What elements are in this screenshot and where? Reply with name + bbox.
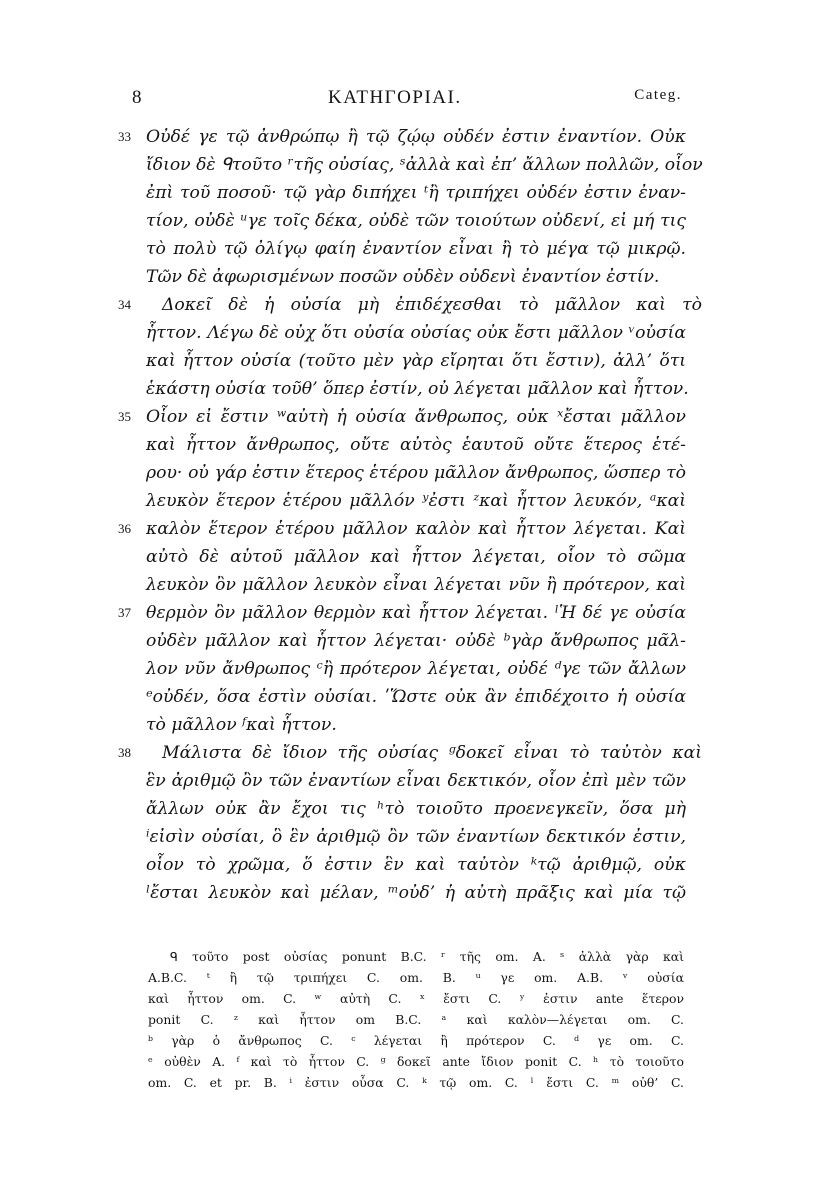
text-line: 34 Δοκεῖ δὲ ἡ οὐσία μὴ ἐπιδέχεσθαι τὸ μᾶλλον καὶ τὸ bbox=[118, 291, 702, 319]
footnote-line: ᑫ τοῦτο post οὐσίας ponunt B.C. ʳ τῆς om. A. ˢ ἀλλὰ γὰρ καὶ bbox=[170, 949, 684, 964]
text-line: ἧττον. Λέγω δὲ οὐχ ὅτι οὐσία οὐσίας οὐκ ἔστι μᾶλλον ᵛοὐσία bbox=[146, 323, 686, 343]
running-head bbox=[128, 87, 688, 113]
footnote-line: ᵇ γὰρ ὁ ἄνθρωπος C. ᶜ λέγεται ἢ πρότερον C. ᵈ γε om. C. bbox=[148, 1033, 684, 1048]
section-number: 35 bbox=[118, 409, 131, 424]
text-line: τίον, οὐδὲ ᵘγε τοῖς δέκα, οὐδὲ τῶν τοιούτων οὐδενί, εἰ μή τις bbox=[146, 211, 686, 231]
text-line: τὸ πολὺ τῷ ὀλίγῳ φαίη ἐναντίον εἶναι ἢ τὸ μέγα τῷ μικρῷ. bbox=[146, 239, 686, 259]
section-number: 33 bbox=[118, 129, 131, 144]
text-line: 36 καλὸν ἕτερον ἑτέρου μᾶλλον καλὸν καὶ ἧττον λέγεται. Καὶ bbox=[118, 515, 686, 543]
section-number: 37 bbox=[118, 605, 131, 620]
footnote-line: om. C. et pr. B. ⁱ ἐστιν οὖσα C. ᵏ τῷ om. C. ˡ ἔστι C. ᵐ οὐθ’ C. bbox=[148, 1075, 684, 1090]
text-line: καὶ ἧττον ἄνθρωπος, οὔτε αὐτὸς ἑαυτοῦ οὔτε ἕτερος ἑτέ- bbox=[146, 435, 686, 455]
text-line: αὐτὸ δὲ αὑτοῦ μᾶλλον καὶ ἧττον λέγεται, οἷον τὸ σῶμα bbox=[146, 547, 686, 567]
text-line: τὸ μᾶλλον ᶠκαὶ ἧττον. bbox=[146, 715, 337, 735]
footnote-line: ᵉ οὐθὲν A. ᶠ καὶ τὸ ἧττον C. ᵍ δοκεῖ ante ἴδιον ponit C. ʰ τὸ τοιοῦτο bbox=[148, 1054, 684, 1069]
text-line: ἄλλων οὐκ ἂν ἔχοι τις ʰτὸ τοιοῦτο προενεγκεῖν, ὅσα μὴ bbox=[146, 799, 686, 819]
text-line: λον νῦν ἄνθρωπος ᶜἢ πρότερον λέγεται, οὐδέ ᵈγε τῶν ἄλλων bbox=[146, 659, 686, 679]
text-line: καὶ ἧττον οὐσία (τοῦτο μὲν γὰρ εἴρηται ὅτι ἔστιν), ἀλλ’ ὅτι bbox=[146, 351, 686, 371]
text-line: ἑκάστη οὐσία τοῦθ’ ὅπερ ἐστίν, οὐ λέγεται μᾶλλον καὶ ἧττον. bbox=[146, 379, 689, 399]
text-line: οὐδὲν μᾶλλον καὶ ἧττον λέγεται· οὐδὲ ᵇγὰρ ἄνθρωπος μᾶλ- bbox=[146, 631, 686, 651]
text-line: ˡἔσται λευκὸν καὶ μέλαν, ᵐοὐδ’ ἡ αὐτὴ πρᾶξις καὶ μία τῷ bbox=[146, 883, 686, 903]
running-title: ΚΑΤΗΓΟΡΙΑΙ. bbox=[328, 87, 462, 108]
text-line: ἐπὶ τοῦ ποσοῦ· τῷ γὰρ διπήχει ᵗἢ τριπήχει οὐδέν ἐστιν ἐναν- bbox=[146, 183, 686, 203]
running-abbrev: Categ. bbox=[634, 87, 682, 103]
critical-apparatus bbox=[148, 946, 684, 1093]
text-line: λευκὸν ὂν μᾶλλον λευκὸν εἶναι λέγεται νῦν ἢ πρότερον, καὶ bbox=[146, 575, 686, 595]
text-line: 37 θερμὸν ὂν μᾶλλον θερμὸν καὶ ἧττον λέγεται. ˡἩ δέ γε οὐσία bbox=[118, 599, 686, 627]
text-line: Τῶν δὲ ἀφωρισμένων ποσῶν οὐδὲν οὐδενὶ ἐναντίον ἐστίν. bbox=[146, 267, 660, 287]
section-number: 34 bbox=[118, 297, 131, 312]
footnote-line: καὶ ἧττον om. C. ʷ αὐτὴ C. ˣ ἔστι C. ʸ ἐστιν ante ἕτερον bbox=[148, 991, 684, 1006]
main-text bbox=[118, 123, 703, 907]
text-line: ἓν ἀριθμῷ ὂν τῶν ἐναντίων εἶναι δεκτικόν, οἷον ἐπὶ μὲν τῶν bbox=[146, 771, 686, 791]
text-line: 38 Μάλιστα δὲ ἴδιον τῆς οὐσίας ᵍδοκεῖ εἶναι τὸ ταὐτὸν καὶ bbox=[118, 739, 702, 767]
page-number: 8 bbox=[132, 87, 142, 108]
text-line: 33 Οὐδέ γε τῷ ἀνθρώπῳ ἢ τῷ ζῴῳ οὐδέν ἐστιν ἐναντίον. Οὐκ bbox=[118, 123, 686, 151]
text-line: ἴδιον δὲ ᑫτοῦτο ʳτῆς οὐσίας, ˢἀλλὰ καὶ ἐπ’ ἄλλων πολλῶν, οἷον bbox=[146, 155, 703, 175]
text-line: οἷον τὸ χρῶμα, ὅ ἐστιν ἓν καὶ ταὐτὸν ᵏτῷ ἀριθμῷ, οὐκ bbox=[146, 855, 686, 875]
text-line: ᵉοὐδέν, ὅσα ἐστὶν οὐσίαι. ʹὭστε οὐκ ἂν ἐπιδέχοιτο ἡ οὐσία bbox=[146, 687, 686, 707]
footnote-line: A.B.C. ᵗ ἢ τῷ τριπήχει C. om. B. ᵘ γε om. A.B. ᵛ οὐσία bbox=[148, 970, 684, 985]
section-number: 38 bbox=[118, 745, 131, 760]
text-line: 35 Οἷον εἰ ἔστιν ʷαὐτὴ ἡ οὐσία ἄνθρωπος, οὐκ ˣἔσται μᾶλλον bbox=[118, 403, 686, 431]
text-line: ρου· οὐ γάρ ἐστιν ἕτερος ἑτέρου μᾶλλον ἄνθρωπος, ὥσπερ τὸ bbox=[146, 463, 686, 483]
section-number: 36 bbox=[118, 521, 131, 536]
text-line: λευκὸν ἕτερον ἑτέρου μᾶλλόν ʸἐστι ᶻκαὶ ἧττον λευκόν, ᵃκαὶ bbox=[146, 491, 686, 511]
footnote-line: ponit C. ᶻ καὶ ἧττον om B.C. ᵃ καὶ καλὸν—λέγεται om. C. bbox=[148, 1012, 684, 1027]
text-line: ⁱεἰσὶν οὐσίαι, ὃ ἓν ἀριθμῷ ὂν τῶν ἐναντίων δεκτικόν ἐστιν, bbox=[146, 827, 686, 847]
